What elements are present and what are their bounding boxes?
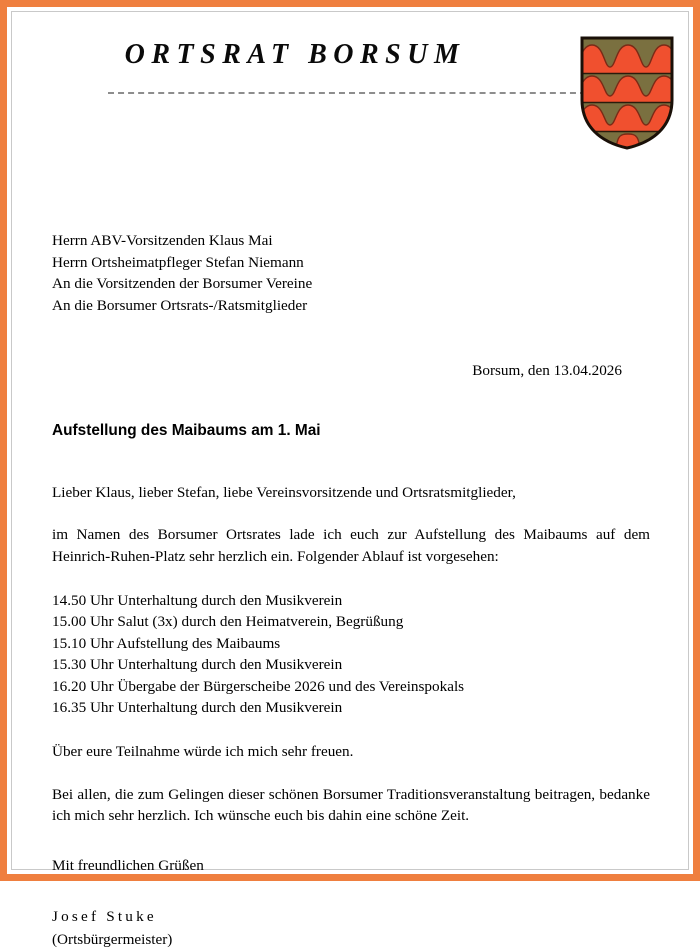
schedule-item: 15.00 Uhr Salut (3x) durch den Heimatverein, Begrüßung bbox=[52, 613, 404, 631]
schedule-item: 16.35 Uhr Unterhaltung durch den Musikverein bbox=[52, 699, 343, 717]
addressee-block bbox=[52, 230, 650, 316]
schedule-list bbox=[52, 590, 650, 719]
addressee-line: An die Vorsitzenden der Borsumer Vereine bbox=[52, 275, 313, 293]
schedule-item: 14.50 Uhr Unterhaltung durch den Musikverein bbox=[52, 591, 343, 609]
place-and-date: Borsum, den 13.04.2026 bbox=[472, 362, 622, 380]
subject-heading: Aufstellung des Maibaums am 1. Mai bbox=[52, 421, 321, 439]
organization-title: ORTSRAT BORSUM bbox=[124, 39, 466, 70]
borsum-coat-of-arms-icon bbox=[578, 34, 676, 152]
signature-role: (Ortsbürgermeister) bbox=[52, 930, 173, 948]
schedule-item: 15.10 Uhr Aufstellung des Maibaums bbox=[52, 634, 281, 652]
addressee-line: Herrn ABV-Vorsitzenden Klaus Mai bbox=[52, 232, 273, 249]
thanks-paragraph: Bei allen, die zum Gelingen dieser schönen Borsumer Traditionsveranstaltung beitragen, bedanke ich mich sehr herzlich. Ich wünsche euch bis dahin eine schöne Zeit. bbox=[52, 785, 650, 825]
closing-greeting: Mit freundlichen Grüßen bbox=[52, 856, 204, 874]
addressee-line: An die Borsumer Ortsrats-/Ratsmitglieder bbox=[52, 296, 308, 314]
addressee-line: Herrn Ortsheimatpfleger Stefan Niemann bbox=[52, 253, 304, 271]
schedule-item: 15.30 Uhr Unterhaltung durch den Musikverein bbox=[52, 656, 343, 674]
schedule-item: 16.20 Uhr Übergabe der Bürgerscheibe 2026 und des Vereinspokals bbox=[52, 677, 465, 695]
signature-name: Josef Stuke bbox=[52, 908, 157, 926]
intro-paragraph: im Namen des Borsumer Ortsrates lade ich euch zur Aufstellung des Maibaums auf dem Heinrich-Ruhen-Platz sehr herzlich ein. Folgender Ablauf ist vorgesehen: bbox=[52, 526, 650, 565]
letterhead bbox=[12, 12, 688, 152]
participation-note: Über eure Teilnahme würde ich mich sehr freuen. bbox=[52, 742, 354, 760]
salutation: Lieber Klaus, lieber Stefan, liebe Vereinsvorsitzende und Ortsratsmitglieder, bbox=[52, 483, 516, 501]
letter-sheet bbox=[12, 12, 688, 948]
header-divider bbox=[108, 92, 586, 94]
letter-body bbox=[12, 230, 688, 950]
